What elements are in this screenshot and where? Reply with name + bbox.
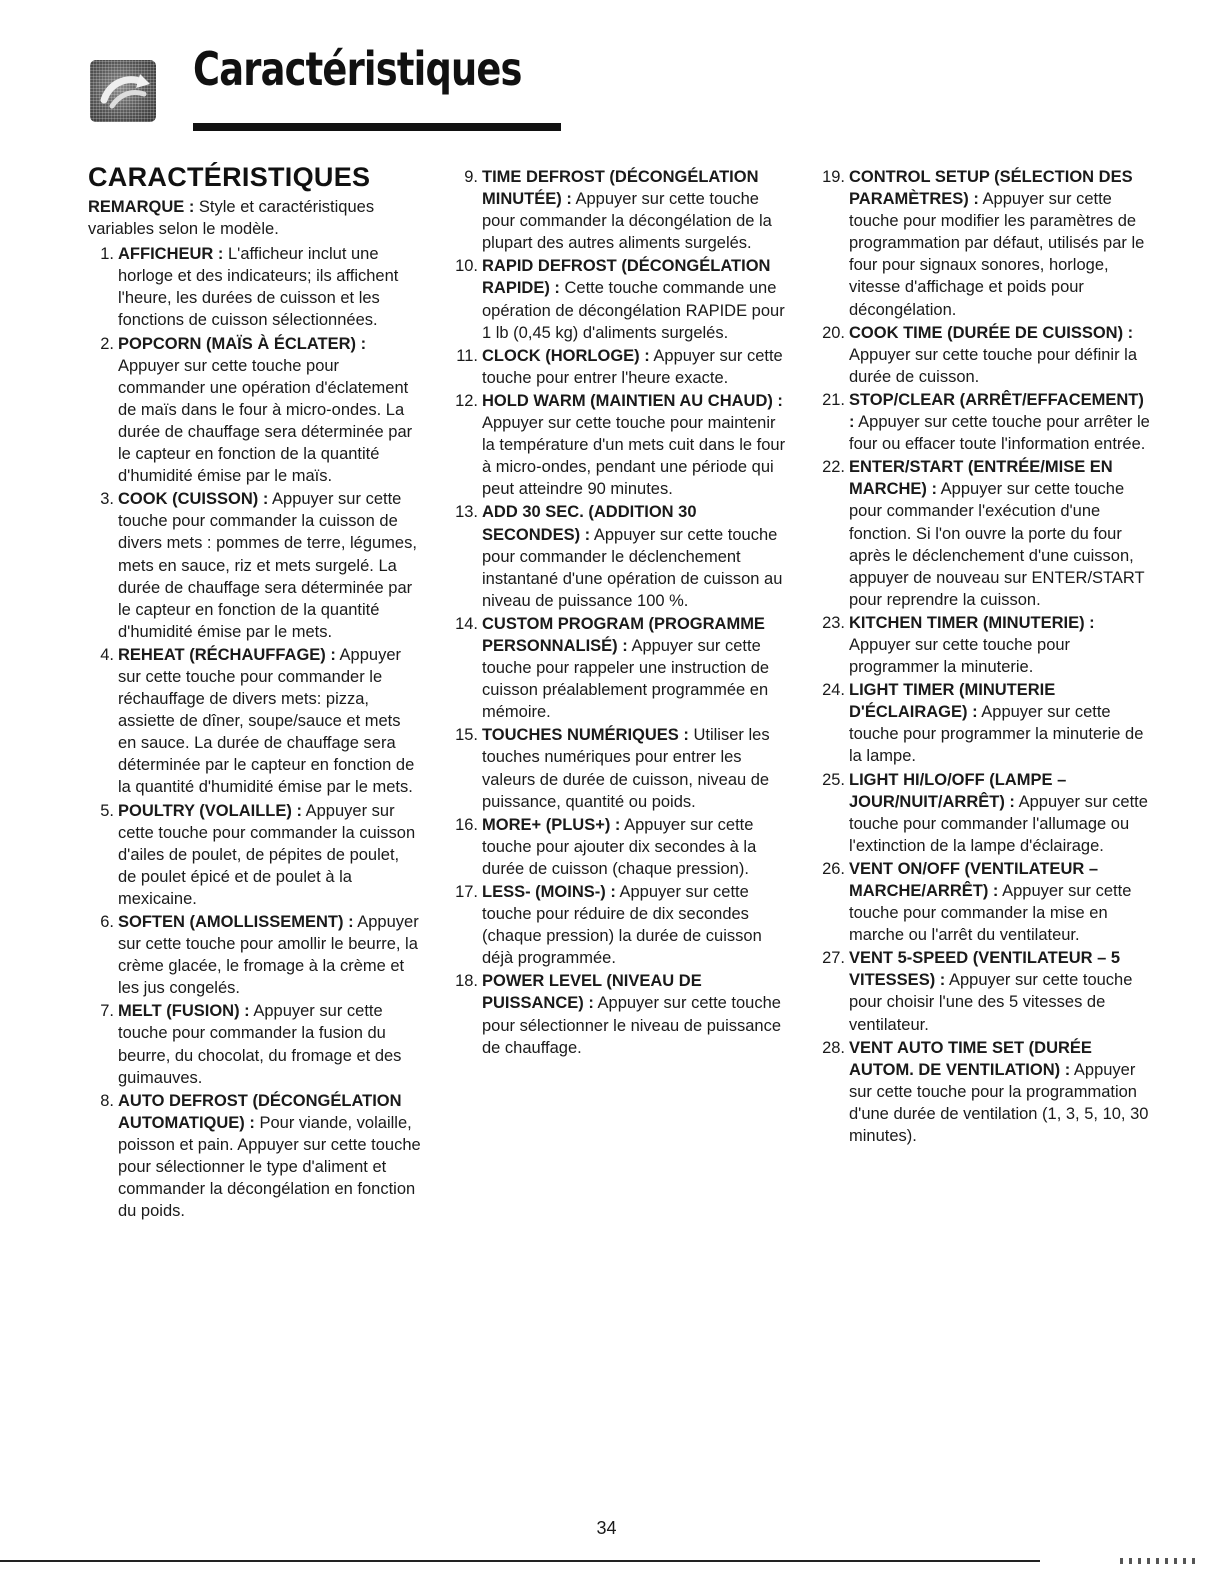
item-title: KITCHEN TIMER (MINUTERIE) : — [849, 613, 1095, 632]
feature-list-3 — [819, 166, 1153, 1147]
list-item — [88, 1090, 422, 1223]
item-text: Appuyer sur cette touche pour programmer la minuterie de la lampe. — [849, 703, 1144, 766]
list-item — [819, 322, 1153, 388]
list-item — [88, 333, 422, 488]
bottom-rule — [0, 1560, 1040, 1562]
list-item — [88, 800, 422, 910]
item-text: Appuyer sur cette touche pour commander l'allumage ou l'extinction de la lampe d'éclairage. — [849, 792, 1148, 855]
list-item — [452, 255, 792, 343]
item-title: POULTRY (VOLAILLE) : — [118, 801, 302, 820]
item-text: Appuyer sur cette touche pour choisir l'une des 5 vitesses de ventilateur. — [849, 971, 1133, 1034]
item-text: Appuyer sur cette touche pour modifier les paramètres de programmation par défaut, utilisés par le four pour signaux sonores, horloge, vitesse d'affichage et poids pour décongélation. — [849, 190, 1145, 319]
item-number: 13. — [455, 503, 478, 522]
item-title: RAPID DEFROST (DÉCONGÉLATION RAPIDE) : — [482, 257, 771, 298]
item-text: Appuyer sur cette touche pour rappeler une instruction de cuisson préalablement programmée en mémoire. — [482, 636, 770, 722]
item-title: SOFTEN (AMOLLISSEMENT) : — [118, 913, 354, 931]
item-title: POPCORN (MAÏS À ÉCLATER) : — [118, 334, 367, 353]
list-item — [452, 345, 792, 389]
column-2 — [452, 166, 792, 1060]
item-number: 1. — [100, 245, 114, 264]
item-text: Appuyer sur cette touche pour ajouter dix secondes à la durée de cuisson (chaque pression). — [482, 815, 757, 878]
item-number: 17. — [455, 883, 478, 901]
item-title: CUSTOM PROGRAM (PROGRAMME PERSONNALISÉ) : — [482, 614, 765, 655]
item-number: 11. — [456, 346, 478, 365]
item-number: 20. — [822, 323, 845, 342]
feature-list-1 — [88, 243, 422, 1222]
item-number: 12. — [455, 391, 478, 410]
list-item — [452, 814, 792, 880]
item-title: COOK TIME (DURÉE DE CUISSON) : — [849, 323, 1134, 342]
page-title: Caractéristiques — [193, 42, 522, 96]
item-title: HOLD WARM (MAINTIEN AU CHAUD) : — [482, 391, 783, 410]
item-number: 23. — [822, 613, 845, 632]
list-item — [452, 166, 792, 254]
item-number: 5. — [100, 801, 114, 820]
column-3 — [819, 166, 1153, 1148]
item-title: AUTO DEFROST (DÉCONGÉLATION AUTOMATIQUE) : — [118, 1091, 402, 1132]
item-text: Appuyer sur cette touche pour maintenir la température d'un mets cuit dans le four à micro-ondes, pendant une période qui peut atteindre 90 minutes. — [482, 414, 786, 499]
item-title: LIGHT TIMER (MINUTERIE D'ÉCLAIRAGE) : — [849, 681, 1056, 722]
item-title: VENT AUTO TIME SET (DURÉE AUTOM. DE VENTILATION) : — [849, 1038, 1092, 1079]
item-title: LESS- (MOINS-) : — [482, 883, 616, 901]
item-text: Appuyer sur cette touche pour commander une opération d'éclatement de maïs dans le four à micro-ondes. La durée de chauffage sera déterminée par le capteur en fonction de la quantité d'humidité émise par le maïs. — [118, 356, 413, 486]
item-title: AFFICHEUR : — [118, 245, 224, 264]
list-item — [88, 488, 422, 643]
item-text: Appuyer sur cette touche pour commander la cuisson de divers mets : pommes de terre, légumes, mets en sauce, riz et mets surgelé. La durée de chauffage sera déterminée par le capteur en fonction de la quantité d'humidité émise par le mets. — [118, 490, 417, 641]
list-item — [452, 970, 792, 1058]
list-item — [88, 644, 422, 799]
item-text: Appuyer sur cette touche pour la programmation d'une durée de ventilation (1, 3, 5, 10, 30 minutes). — [849, 1060, 1149, 1146]
list-item — [452, 390, 792, 500]
item-text: Cette touche commande une opération de décongélation RAPIDE pour 1 lb (0,45 kg) d'aliments surgelés. — [482, 279, 785, 342]
item-number: 6. — [100, 913, 114, 931]
item-number: 19. — [822, 168, 845, 186]
note — [88, 196, 422, 240]
list-item — [88, 1000, 422, 1088]
item-number: 2. — [100, 334, 114, 353]
item-text: Appuyer sur cette touche pour commander l'exécution d'une fonction. Si l'on ouvre la porte du four après le déclenchement d'une cuisson, appuyer de nouveau sur ENTER/START pour reprendre la cuisson. — [849, 480, 1145, 609]
list-item — [819, 389, 1153, 455]
item-text: Appuyer sur cette touche pour définir la durée de cuisson. — [849, 345, 1138, 386]
item-number: 18. — [455, 972, 478, 991]
list-item — [819, 858, 1153, 946]
column-1 — [88, 160, 422, 1223]
item-text: Utiliser les touches numériques pour entrer les valeurs de durée de cuisson, niveau de puissance, quantité ou poids. — [482, 726, 770, 811]
item-number: 16. — [455, 815, 478, 834]
item-title: COOK (CUISSON) : — [118, 490, 269, 509]
section-heading: CARACTÉRISTIQUES — [88, 162, 371, 192]
item-number: 25. — [822, 770, 845, 789]
list-item — [88, 243, 422, 331]
item-text: Appuyer sur cette touche pour commander le déclenchement instantané d'une opération de cuisson au niveau de puissance 100 %. — [482, 525, 783, 610]
item-title: POWER LEVEL (NIVEAU DE PUISSANCE) : — [482, 972, 702, 1013]
item-text: Appuyer sur cette touche pour amollir le beurre, la crème glacée, le fromage à la crème et les jus congelés. — [118, 913, 419, 998]
item-number: 22. — [822, 458, 845, 477]
item-title: TIME DEFROST (DÉCONGÉLATION MINUTÉE) : — [482, 168, 759, 209]
item-number: 24. — [822, 681, 845, 700]
item-number: 7. — [100, 1002, 114, 1021]
item-text: Appuyer sur cette touche pour commander la mise en marche ou l'arrêt du ventilateur. — [849, 882, 1132, 945]
list-item — [452, 501, 792, 611]
item-text: L'afficheur inclut une horloge et des indicateurs; ils affichent l'heure, les durées de cuisson et les fonctions de cuisson sélectionnées. — [118, 245, 399, 330]
item-text: Appuyer sur cette touche pour entrer l'heure exacte. — [482, 346, 783, 387]
item-text: Appuyer sur cette touche pour commander la décongélation de la plupart des autres aliments surgelés. — [482, 190, 772, 253]
item-title: VENT ON/OFF (VENTILATEUR – MARCHE/ARRÊT) : — [849, 859, 1099, 900]
item-title: STOP/CLEAR (ARRÊT/EFFACEMENT) : — [849, 390, 1144, 432]
list-item — [452, 724, 792, 812]
item-text: Appuyer sur cette touche pour sélectionner le niveau de puissance de chauffage. — [482, 994, 782, 1057]
list-item — [88, 911, 422, 999]
list-item — [819, 679, 1153, 767]
item-number: 10. — [455, 257, 478, 276]
item-title: TOUCHES NUMÉRIQUES : — [482, 726, 689, 745]
list-item — [819, 166, 1153, 321]
list-item — [819, 456, 1153, 611]
list-item — [819, 947, 1153, 1035]
item-title: REHEAT (RÉCHAUFFAGE) : — [118, 645, 336, 664]
list-item — [819, 769, 1153, 857]
item-number: 3. — [100, 490, 114, 509]
note-label: REMARQUE : — [88, 198, 195, 216]
item-number: 4. — [100, 645, 114, 664]
scan-mark — [1120, 1558, 1200, 1564]
item-number: 27. — [822, 949, 845, 968]
list-item — [452, 613, 792, 723]
item-number: 14. — [455, 614, 478, 633]
list-item — [452, 881, 792, 969]
item-title: MELT (FUSION) : — [118, 1002, 250, 1021]
item-number: 28. — [822, 1038, 845, 1057]
item-text: Appuyer sur cette touche pour commander le réchauffage de divers mets: pizza, assiette de dîner, soupe/sauce et mets en sauce. La durée de chauffage sera déterminée par le capteur en fonction de la quantité d'humidité émise par le mets. — [118, 645, 415, 797]
microwave-icon — [90, 60, 156, 122]
item-number: 21. — [822, 390, 845, 409]
item-title: MORE+ (PLUS+) : — [482, 815, 621, 834]
page-number: 34 — [596, 1518, 617, 1538]
feature-list-2 — [452, 166, 792, 1059]
item-title: ENTER/START (ENTRÉE/MISE EN MARCHE) : — [849, 458, 1113, 499]
item-text: Appuyer sur cette touche pour réduire de dix secondes (chaque pression) la durée de cuisson déjà programmée. — [482, 883, 762, 968]
item-text: Appuyer sur cette touche pour commander la cuisson d'ailes de poulet, de pépites de poulet, de poulet épicé et de poulet à la mexicaine. — [118, 801, 416, 908]
item-text: Appuyer sur cette touche pour arrêter le four ou effacer toute l'information entrée. — [849, 413, 1150, 454]
item-number: 8. — [100, 1091, 114, 1110]
item-title: VENT 5-SPEED (VENTILATEUR – 5 VITESSES) : — [849, 949, 1121, 990]
note-text: Style et caractéristiques variables selon le modèle. — [88, 198, 375, 239]
list-item — [819, 612, 1153, 678]
item-title: ADD 30 SEC. (ADDITION 30 SECONDES) : — [482, 503, 697, 544]
title-underline — [193, 123, 561, 131]
item-title: CLOCK (HORLOGE) : — [482, 346, 650, 365]
item-title: CONTROL SETUP (SÉLECTION DES PARAMÈTRES) : — [849, 168, 1133, 209]
item-number: 15. — [455, 726, 478, 745]
item-title: LIGHT HI/LO/OFF (LAMPE – JOUR/NUIT/ARRÊT) : — [849, 770, 1067, 811]
item-text: Appuyer sur cette touche pour commander la fusion du beurre, du chocolat, du fromage et des guimauves. — [118, 1002, 402, 1087]
item-text: Appuyer sur cette touche pour programmer la minuterie. — [849, 635, 1071, 677]
item-number: 9. — [464, 168, 478, 186]
item-number: 26. — [822, 859, 845, 878]
item-text: Pour viande, volaille, poisson et pain. Appuyer sur cette touche pour sélectionner le type d'aliment et commander la décongélation en fonction du poids. — [118, 1113, 421, 1221]
list-item — [819, 1037, 1153, 1147]
